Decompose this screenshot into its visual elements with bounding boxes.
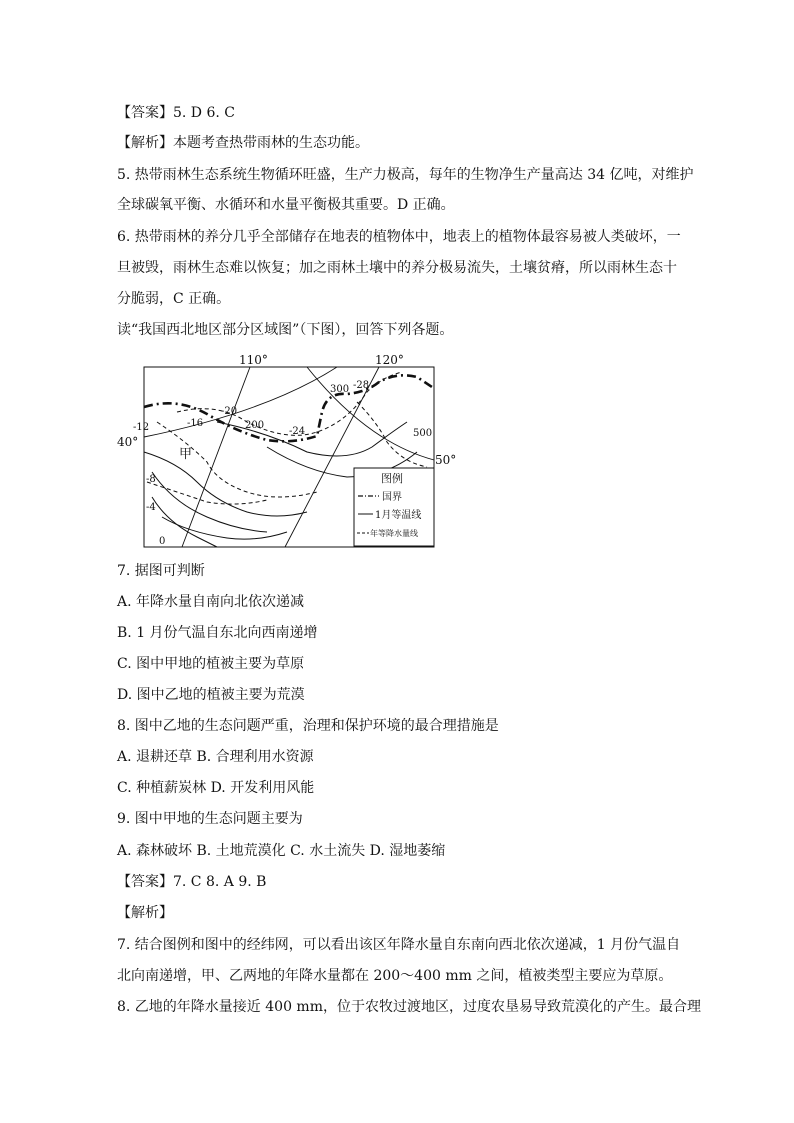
explanation-5-line-1: 5. 热带雨林生态系统生物循环旺盛，生产力极高，每年的生物净生产量高达 34 亿吨，对维护 bbox=[117, 167, 694, 183]
isotherm-label: -8 bbox=[146, 474, 156, 485]
legend-title: 图例 bbox=[381, 472, 403, 485]
lat-label-40: 40° bbox=[117, 435, 139, 449]
legend-isotherm-label: 1月等温线 bbox=[375, 510, 422, 521]
explanation-7-line-2: 北向南递增，甲、乙两地的年降水量都在 200～400 mm 之间，植被类型主要应为草原。 bbox=[117, 968, 673, 984]
explanation-8-line-1: 8. 乙地的年降水量接近 400 mm，位于农牧过渡地区，过度农垦易导致荒漠化的产生。最合理 bbox=[117, 999, 701, 1015]
question-9-options: A. 森林破坏 B. 土地荒漠化 C. 水土流失 D. 湿地萎缩 bbox=[117, 843, 446, 859]
meridian-110 bbox=[182, 367, 250, 547]
isotherm-line bbox=[162, 517, 287, 539]
analysis-heading: 【解析】 bbox=[117, 905, 173, 921]
isotherm-line bbox=[144, 452, 307, 516]
question-8-options-cd: C. 种植薪炭林 D. 开发利用风能 bbox=[117, 780, 315, 796]
isohyet-label: 200 bbox=[245, 420, 265, 431]
explanation-7-line-1: 7. 结合图例和图中的经纬网，可以看出该区年降水量自东南向西北依次递减，1 月份气温自 bbox=[117, 937, 681, 953]
northwest-china-map bbox=[117, 352, 462, 552]
isotherm-label: 0 bbox=[159, 536, 166, 547]
legend-isohyet-label: 年等降水量线 bbox=[370, 529, 418, 538]
question-8-options-ab: A. 退耕还草 B. 合理利用水资源 bbox=[117, 749, 314, 765]
explanation-6-line-1: 6. 热带雨林的养分几乎全部储存在地表的植物体中，地表上的植物体最容易被人类破坏，一 bbox=[117, 229, 681, 245]
map-question-intro: 读“我国西北地区部分区域图”（下图），回答下列各题。 bbox=[117, 322, 454, 338]
legend-border-label: 国界 bbox=[382, 492, 402, 503]
isohyet-label: 500 bbox=[413, 428, 433, 439]
analysis-intro: 【解析】本题考查热带雨林的生态功能。 bbox=[117, 135, 369, 151]
question-7-option-c: C. 图中甲地的植被主要为草原 bbox=[117, 656, 305, 672]
answer-line-7-9: 【答案】7. C 8. A 9. B bbox=[117, 874, 267, 890]
question-7-option-a: A. 年降水量自南向北依次递减 bbox=[117, 594, 305, 610]
isotherm-label: -20 bbox=[221, 406, 238, 417]
question-7-option-b: B. 1 月份气温自东北向西南递增 bbox=[117, 625, 318, 641]
question-7-stem: 7. 据图可判断 bbox=[117, 563, 205, 579]
isohyet-label: 300 bbox=[330, 384, 350, 395]
national-border bbox=[144, 375, 432, 441]
explanation-5-line-2: 全球碳氧平衡、水循环和水量平衡极其重要。D 正确。 bbox=[117, 197, 455, 213]
isotherm-label: -28 bbox=[353, 380, 370, 391]
question-9-stem: 9. 图中甲地的生态问题主要为 bbox=[117, 811, 303, 827]
question-7-option-d: D. 图中乙地的植被主要为荒漠 bbox=[117, 687, 305, 703]
explanation-6-line-2: 旦被毁，雨林生态难以恢复；加之雨林土壤中的养分极易流失，土壤贫瘠，所以雨林生态十 bbox=[117, 260, 677, 276]
isotherm-label: -4 bbox=[146, 502, 156, 513]
isotherm-label: -12 bbox=[133, 422, 150, 433]
lon-label-110: 110° bbox=[239, 353, 268, 367]
question-8-stem: 8. 图中乙地的生态问题严重，治理和保护环境的最合理措施是 bbox=[117, 718, 499, 734]
map-legend bbox=[354, 468, 434, 546]
place-label-jia: 甲 bbox=[179, 447, 193, 462]
answer-line-5-6: 【答案】5. D 6. C bbox=[117, 105, 236, 121]
isohyet-line bbox=[147, 482, 267, 504]
lon-label-120: 120° bbox=[375, 353, 404, 367]
parallel-50 bbox=[307, 367, 434, 460]
parallel-40 bbox=[144, 367, 337, 437]
isotherm-label: -16 bbox=[187, 418, 204, 429]
isotherm-label: -24 bbox=[289, 426, 306, 437]
explanation-6-line-3: 分脆弱，C 正确。 bbox=[117, 291, 231, 307]
lat-label-50: 50° bbox=[435, 453, 457, 467]
